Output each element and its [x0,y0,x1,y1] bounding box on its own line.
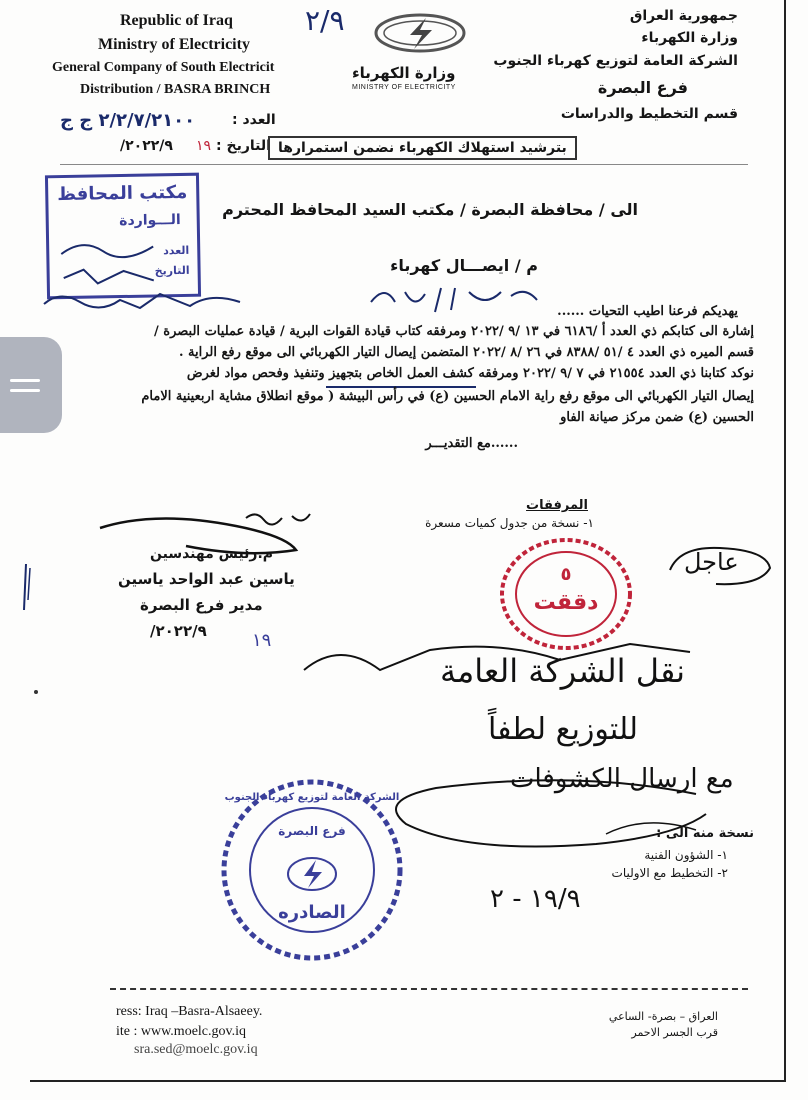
urgent-circle-icon [660,540,780,590]
blue-stamp-branch: فرع البصرة [278,824,346,838]
copies-title: نسخة منه الى : [656,826,754,841]
regarding: م / ايصـــال كهرباء [390,256,538,275]
handwritten-urgent: عاجل [684,548,739,576]
subject-box: بترشيد استهلاك الكهرباء نضمن استمرارها [268,136,577,160]
handwritten-note-4: مع ارسال الكشوفات [510,764,734,794]
signatory-title: م.رئيس مهندسين [150,546,274,562]
footer-divider [110,988,748,990]
page-mark: ٢/٩ [305,4,345,37]
handwritten-scribble-line-icon [300,630,700,690]
page-border-right [784,0,786,1082]
margin-marks-icon [10,560,40,700]
header-en-company: General Company of South Electricit [52,60,275,75]
incoming-stamp-handwriting-icon [53,232,174,294]
footer-website[interactable]: ite : www.moelc.gov.iq [116,1024,246,1039]
viewer-scroll-handle[interactable] [0,337,62,433]
header-ar-ministry: وزارة الكهرباء [641,30,738,46]
ref-number-value: ٢/٢/٧/٢١٠٠ ج ج [60,110,196,131]
scroll-handle-grip-icon-2 [10,389,40,392]
signatory-date-day: ١٩ [252,630,272,651]
header-en-ministry: Ministry of Electricity [98,36,250,53]
logo-en-text: MINISTRY OF ELECTRICITY [352,84,456,91]
footer-address-ar-line-1: العراق – بصرة- الساعي [608,1010,718,1023]
blue-stamp-ring-text: الشركة العامة لتوزيع كهرباء الجنوب [224,792,400,803]
header-en-country: Republic of Iraq [120,12,233,29]
incoming-stamp [45,173,201,300]
footer-address-ar-line-2: قرب الجسر الاحمر [631,1026,718,1039]
ref-date-day: ١٩ [196,138,212,154]
body-paragraph-2-line-2: إيصال التيار الكهربائي الى موقع رفع راية الامام الحسين (ع) في رأس البيشة ( موقع انطلاق مشاية اربعينية الامام [141,389,754,404]
incoming-stamp-label-received: الـــواردة [119,211,181,230]
footer-address-en: ress: Iraq –Basra-Alsaeey. [116,1004,263,1019]
ref-number-label: العدد : [232,112,276,128]
blue-stamp-ring-icon [218,776,406,964]
body-closing: ......مع التقديـــر [425,436,518,451]
body-paragraph-2-line-1: نوكد كتابنا ذي العدد ٢١٥٥٤ في ٧ /٩ /٢٠٢٢ ومرفقه كشف العمل الخاص بتجهيز وتنفيذ وفحص مواد لغرض [186,366,754,381]
body-greeting: يهديكم فرعنا اطيب التحيات ...... [557,304,738,319]
handwritten-date: ١٩/٩ - ٢ [490,884,581,914]
red-stamp-word: دققت [533,590,599,615]
page-border-bottom [30,1080,786,1082]
signatory-date: ٢٠٢٢/٩/ [150,622,207,640]
ministry-logo-icon [370,8,470,58]
footer-email[interactable]: sra.sed@moelc.gov.iq [134,1042,258,1057]
header-ar-country: جمهورية العراق [629,8,738,24]
signatory-position: مدير فرع البصرة [140,596,263,614]
header-ar-company: الشركة العامة لتوزيع كهرباء الجنوب [493,53,738,69]
incoming-stamp-label-number: العدد [163,243,190,258]
blue-stamp-word: الصادره [278,902,346,923]
addressee: الى / محافظة البصرة / مكتب السيد المحافظ المحترم [222,200,638,219]
header-ar-department: قسم التخطيط والدراسات [560,106,738,122]
regarding-handwriting-icon [365,282,545,316]
signatory-name: ياسين عبد الواحد ياسين [118,570,295,588]
header-en-branch: Distribution / BASRA BRINCH [80,82,271,97]
attachments-title: المرفقات [526,498,588,513]
body-paragraph-2-line-3: الحسين (ع) ضمن مركز صيانة الفاو [560,410,754,425]
header-ar-branch: فرع البصرة [597,78,688,97]
ref-date-label: التاريخ : [216,138,271,154]
header-divider [60,164,748,165]
body-paragraph-1-line-2: قسم الميره ذي العدد ٤ /٥١ /٨٣٨٨ في ٢٦ /٨ /٢٠٢٢ المتضمن إيصال التيار الكهربائي الى موقع رفع الراية . [178,345,754,360]
body-underline-mark [326,386,476,388]
copies-item-1: ١- الشؤون الفنية [644,848,728,862]
incoming-stamp-scribble-icon [40,286,260,316]
ref-date-value: ٢٠٢٢/٩/ [120,138,173,154]
logo-ar-text: وزارة الكهرباء [352,64,456,82]
scroll-handle-grip-icon [10,379,40,382]
attachments-item-1: ١- نسخة من جدول كميات مسعرة [425,516,594,530]
copies-item-2: ٢- التخطيط مع الاوليات [611,866,728,880]
red-stamp-number: ٥ [560,564,572,585]
handwritten-note-2: نقل الشركة العامة [440,652,686,690]
body-paragraph-1-line-1: إشارة الى كتابكم ذي العدد أ /٦١٨٦ في ١٣ /٩ /٢٠٢٢ ومرفقه كتاب قيادة القوات البرية / قيادة عمليات البصرة / [154,324,754,339]
handwritten-note-3: للتوزيع لطفاً [488,712,639,747]
incoming-stamp-title: مكتب المحافظ [57,181,188,206]
blue-issued-stamp [218,776,406,964]
incoming-stamp-label-date: التاريخ [154,263,190,278]
